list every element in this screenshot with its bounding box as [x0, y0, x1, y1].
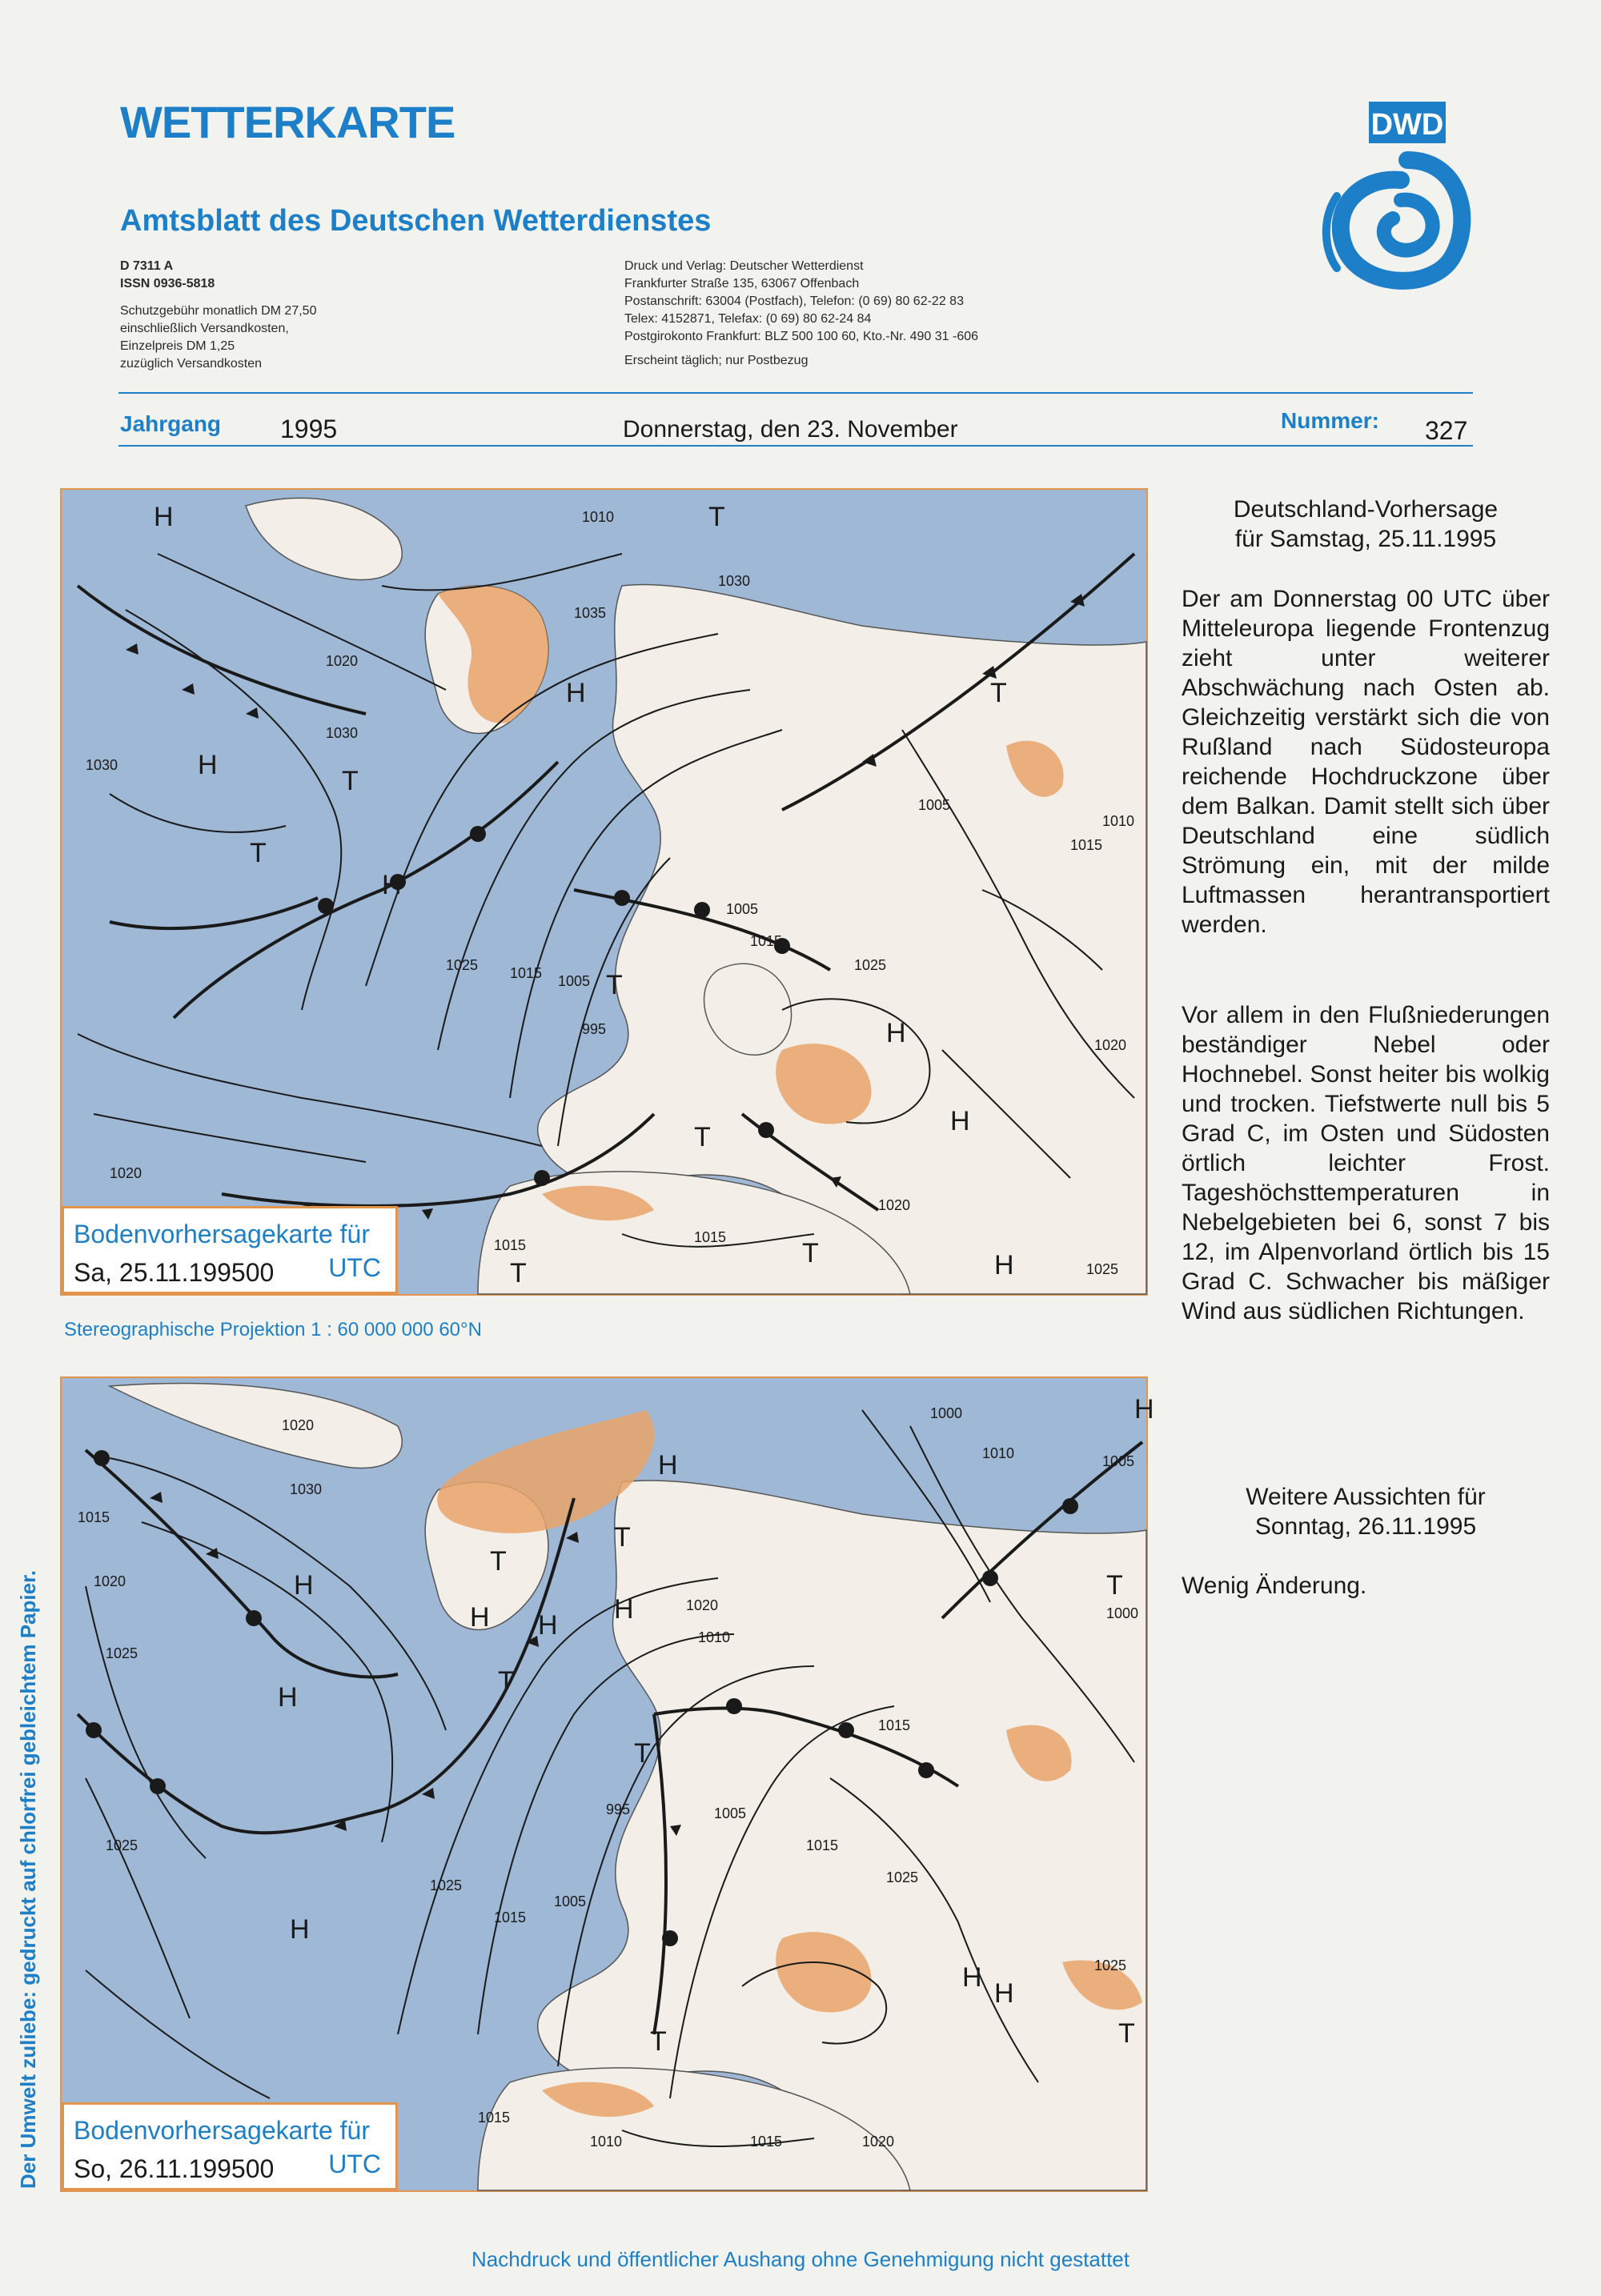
pressure-center: H — [962, 1962, 982, 1993]
front-marker — [614, 890, 630, 906]
isobar-label: 1005 — [1102, 1453, 1135, 1469]
eco-note: Der Umwelt zuliebe: gedruckt auf chlorfrei gebleichtem Papier. — [16, 1570, 40, 2189]
info-line: Erscheint täglich; nur Postbezug — [624, 354, 809, 367]
page-title: WETTERKARTE — [120, 97, 455, 147]
isobar-label: 1025 — [854, 957, 887, 973]
front-marker — [318, 898, 334, 914]
isobar-label: 1005 — [918, 797, 951, 813]
isobar-label: 1025 — [430, 1877, 463, 1893]
front-marker — [470, 826, 486, 842]
info-line: Einzelpreis DM 1,25 — [120, 339, 235, 353]
pressure-center: H — [198, 750, 218, 780]
isobar-label: 1015 — [694, 1229, 727, 1245]
issue-date: Donnerstag, den 23. November — [623, 416, 958, 443]
isobar-label: 1015 — [878, 1717, 911, 1733]
forecast-title-line: für Samstag, 25.11.1995 — [1234, 526, 1497, 552]
isobar-label: 1010 — [582, 509, 615, 525]
info-line: Postanschrift: 63004 (Postfach), Telefon: (0 69) 80 62-22 83 — [624, 295, 964, 308]
map-graphic — [62, 1378, 1154, 2190]
outlook-title-line: Weitere Aussichten für — [1246, 1484, 1486, 1510]
dwd-logo — [1313, 100, 1497, 304]
pressure-center: H — [994, 1978, 1014, 2009]
map-caption-title: Bodenvorhersagekarte für — [74, 2116, 370, 2145]
pressure-center: T — [1118, 2018, 1135, 2049]
front-marker — [246, 1610, 262, 1626]
logo-text: DWD — [1370, 108, 1444, 142]
info-line: ISSN 0936-5818 — [120, 277, 215, 291]
isobar-label: 1025 — [106, 1837, 138, 1853]
isobar-label: 1005 — [554, 1893, 587, 1909]
outlook-title-line: Sonntag, 26.11.1995 — [1254, 1513, 1477, 1540]
isobar-label: 1015 — [750, 933, 783, 949]
forecast-paragraph: Vor allem in den Flußniederungen beständiger Nebel oder Hochnebel. Sonst heiter bis wolkig und trocken. Tiefstwerte null bis 5 Grad C, im Osten und Südosten örtlich leichter Frost. Tageshöchsttemperaturen in Nebelgebieten bei 6, sonst 7 bis 12, im Alpenvorland örtlich bis 15 Grad C. Schwacher bis mäßiger Wind aus südlichen Richtungen. — [1182, 1002, 1550, 1324]
pressure-center: T — [650, 2026, 667, 2057]
forecast-title-line: Deutschland-Vorhersage — [1233, 496, 1499, 523]
front-marker — [838, 1722, 854, 1738]
number-value: 327 — [1425, 416, 1468, 445]
front-marker — [726, 1698, 742, 1714]
map-graphic — [62, 490, 1146, 1294]
pressure-center: T — [606, 970, 623, 1000]
isobar-label: 1020 — [94, 1573, 126, 1589]
front-marker — [694, 902, 710, 918]
pressure-center: T — [614, 1522, 631, 1553]
map-caption-utc: UTC — [328, 1253, 381, 1282]
isobar-label: 1020 — [862, 2134, 895, 2150]
projection-note: Stereographische Projektion 1 : 60 000 000 60°N — [64, 1319, 482, 1340]
outlook-text: Wenig Änderung. — [1182, 1573, 1367, 1599]
isobar-label: 1015 — [478, 2110, 511, 2126]
pressure-center: H — [154, 502, 174, 532]
isobar-label: 1025 — [886, 1869, 919, 1885]
pressure-center: H — [470, 1602, 490, 1633]
pressure-center: H — [566, 678, 586, 708]
map-caption — [62, 2102, 398, 2190]
pressure-center: H — [950, 1106, 970, 1136]
pressure-center: H — [382, 870, 402, 900]
isobar-label: 1025 — [1086, 1261, 1119, 1277]
isobar-label: 1005 — [558, 973, 591, 989]
pressure-center: H — [614, 1594, 634, 1625]
publisher-info — [624, 258, 978, 370]
front-marker — [662, 1930, 678, 1946]
isobar-label: 1000 — [1106, 1605, 1139, 1621]
front-marker — [150, 1778, 166, 1794]
number-label: Nummer: — [1281, 408, 1379, 433]
isobar-label: 1020 — [1094, 1037, 1127, 1053]
isobar-label: 1030 — [718, 573, 751, 589]
isobar-label: 1030 — [86, 757, 118, 773]
copyright-footer: Nachdruck und öffentlicher Aushang ohne Genehmigung nicht gestattet — [471, 2247, 1130, 2271]
info-line: Postgirokonto Frankfurt: BLZ 500 100 60, Kto.-Nr. 490 31 -606 — [624, 330, 979, 343]
info-line: D 7311 A — [120, 259, 174, 273]
pressure-center: T — [990, 678, 1007, 708]
isobar-label: 1020 — [110, 1165, 142, 1181]
pressure-center: T — [694, 1122, 711, 1152]
front-marker — [918, 1762, 934, 1778]
isobar-label: 1030 — [290, 1481, 323, 1497]
pressure-center: H — [994, 1250, 1014, 1280]
pressure-center: T — [510, 1258, 527, 1288]
isobar-label: 1010 — [698, 1629, 731, 1645]
front-marker — [86, 1722, 102, 1738]
info-line: Frankfurter Straße 135, 63067 Offenbach — [624, 277, 860, 291]
isobar-label: 1000 — [930, 1405, 963, 1421]
forecast-paragraph: Der am Donnerstag 00 UTC über Mitteleuropa liegende Frontenzug zieht unter weiterer Abschwächung nach Osten ab. Gleichzeitig verstärkt sich die von Rußland nach Südosteuropa reichende Hochdruckzone über dem Balkan. Damit stellt sich über Deutschland eine südlich Strömung ein, mit der milde Luftmassen herantransportiert werden. — [1182, 586, 1550, 938]
isobar-label: 1010 — [982, 1445, 1015, 1461]
subscription-info — [120, 258, 316, 373]
front-marker — [982, 1570, 998, 1586]
isobar-label: 1025 — [1094, 1957, 1127, 1973]
isobar-label: 1020 — [878, 1197, 911, 1213]
header-rule — [118, 392, 1473, 394]
forecast-title — [1182, 495, 1550, 554]
isobar-label: 1015 — [750, 2134, 783, 2150]
isobar-label: 1015 — [510, 965, 543, 981]
front-marker — [758, 1122, 774, 1138]
isobar-label: 995 — [606, 1801, 631, 1817]
isobar-label: 1010 — [590, 2134, 623, 2150]
pressure-center: H — [658, 1450, 678, 1481]
header-rule — [118, 445, 1473, 447]
isobar-label: 1015 — [494, 1909, 527, 1925]
map-caption-date: So, 26.11.199500 — [74, 2154, 275, 2183]
pressure-center: H — [1134, 1394, 1154, 1424]
forecast-map-saturday — [60, 488, 1148, 1296]
pressure-center: H — [278, 1682, 298, 1713]
volume-value: 1995 — [280, 415, 338, 443]
isobar-label: 1005 — [726, 901, 759, 917]
info-line: Schutzgebühr monatlich DM 27,50 — [120, 304, 317, 318]
front-marker — [1062, 1498, 1078, 1514]
pressure-center: T — [342, 766, 359, 796]
info-line: Druck und Verlag: Deutscher Wetterdienst — [624, 259, 864, 273]
pressure-center: T — [490, 1546, 507, 1577]
info-line: einschließlich Versandkosten, — [120, 322, 289, 335]
isobar-label: 1025 — [446, 957, 479, 973]
pressure-center: H — [538, 1610, 558, 1641]
pressure-center: H — [294, 1570, 314, 1601]
isobar-label: 1020 — [326, 653, 359, 669]
isobar-label: 1020 — [686, 1597, 719, 1613]
isobar-label: 1035 — [574, 605, 607, 621]
map-caption-title: Bodenvorhersagekarte für — [74, 1220, 370, 1248]
isobar-label: 1015 — [1070, 837, 1103, 853]
info-line: zuzüglich Versandkosten — [120, 357, 262, 371]
volume-label: Jahrgang — [120, 411, 222, 436]
page-subtitle: Amtsblatt des Deutschen Wetterdienstes — [120, 204, 712, 238]
pressure-center: T — [708, 502, 725, 532]
isobar-label: 1025 — [106, 1645, 138, 1661]
front-marker — [534, 1170, 550, 1186]
isobar-label: 1020 — [282, 1417, 315, 1433]
isobar-label: 1030 — [326, 725, 359, 741]
pressure-center: T — [498, 1666, 515, 1697]
front-marker — [94, 1450, 110, 1466]
forecast-map-sunday — [60, 1376, 1154, 2192]
pressure-center: T — [634, 1738, 651, 1769]
map-caption — [62, 1206, 398, 1294]
isobar-label: 1015 — [494, 1237, 527, 1253]
map-caption-utc: UTC — [328, 2150, 381, 2178]
outlook-title — [1182, 1482, 1550, 1541]
info-line: Telex: 4152871, Telefax: (0 69) 80 62-24 84 — [624, 312, 872, 326]
isobar-label: 1005 — [714, 1805, 747, 1821]
isobar-label: 995 — [582, 1021, 607, 1037]
pressure-center: T — [1106, 1570, 1123, 1601]
isobar-label: 1010 — [1102, 813, 1135, 829]
pressure-center: H — [290, 1914, 310, 1945]
isobar-label: 1015 — [78, 1509, 110, 1525]
map-caption-date: Sa, 25.11.199500 — [74, 1258, 275, 1287]
pressure-center: T — [250, 838, 267, 868]
pressure-center: T — [802, 1238, 819, 1268]
pressure-center: H — [886, 1018, 906, 1048]
isobar-label: 1015 — [806, 1837, 839, 1853]
